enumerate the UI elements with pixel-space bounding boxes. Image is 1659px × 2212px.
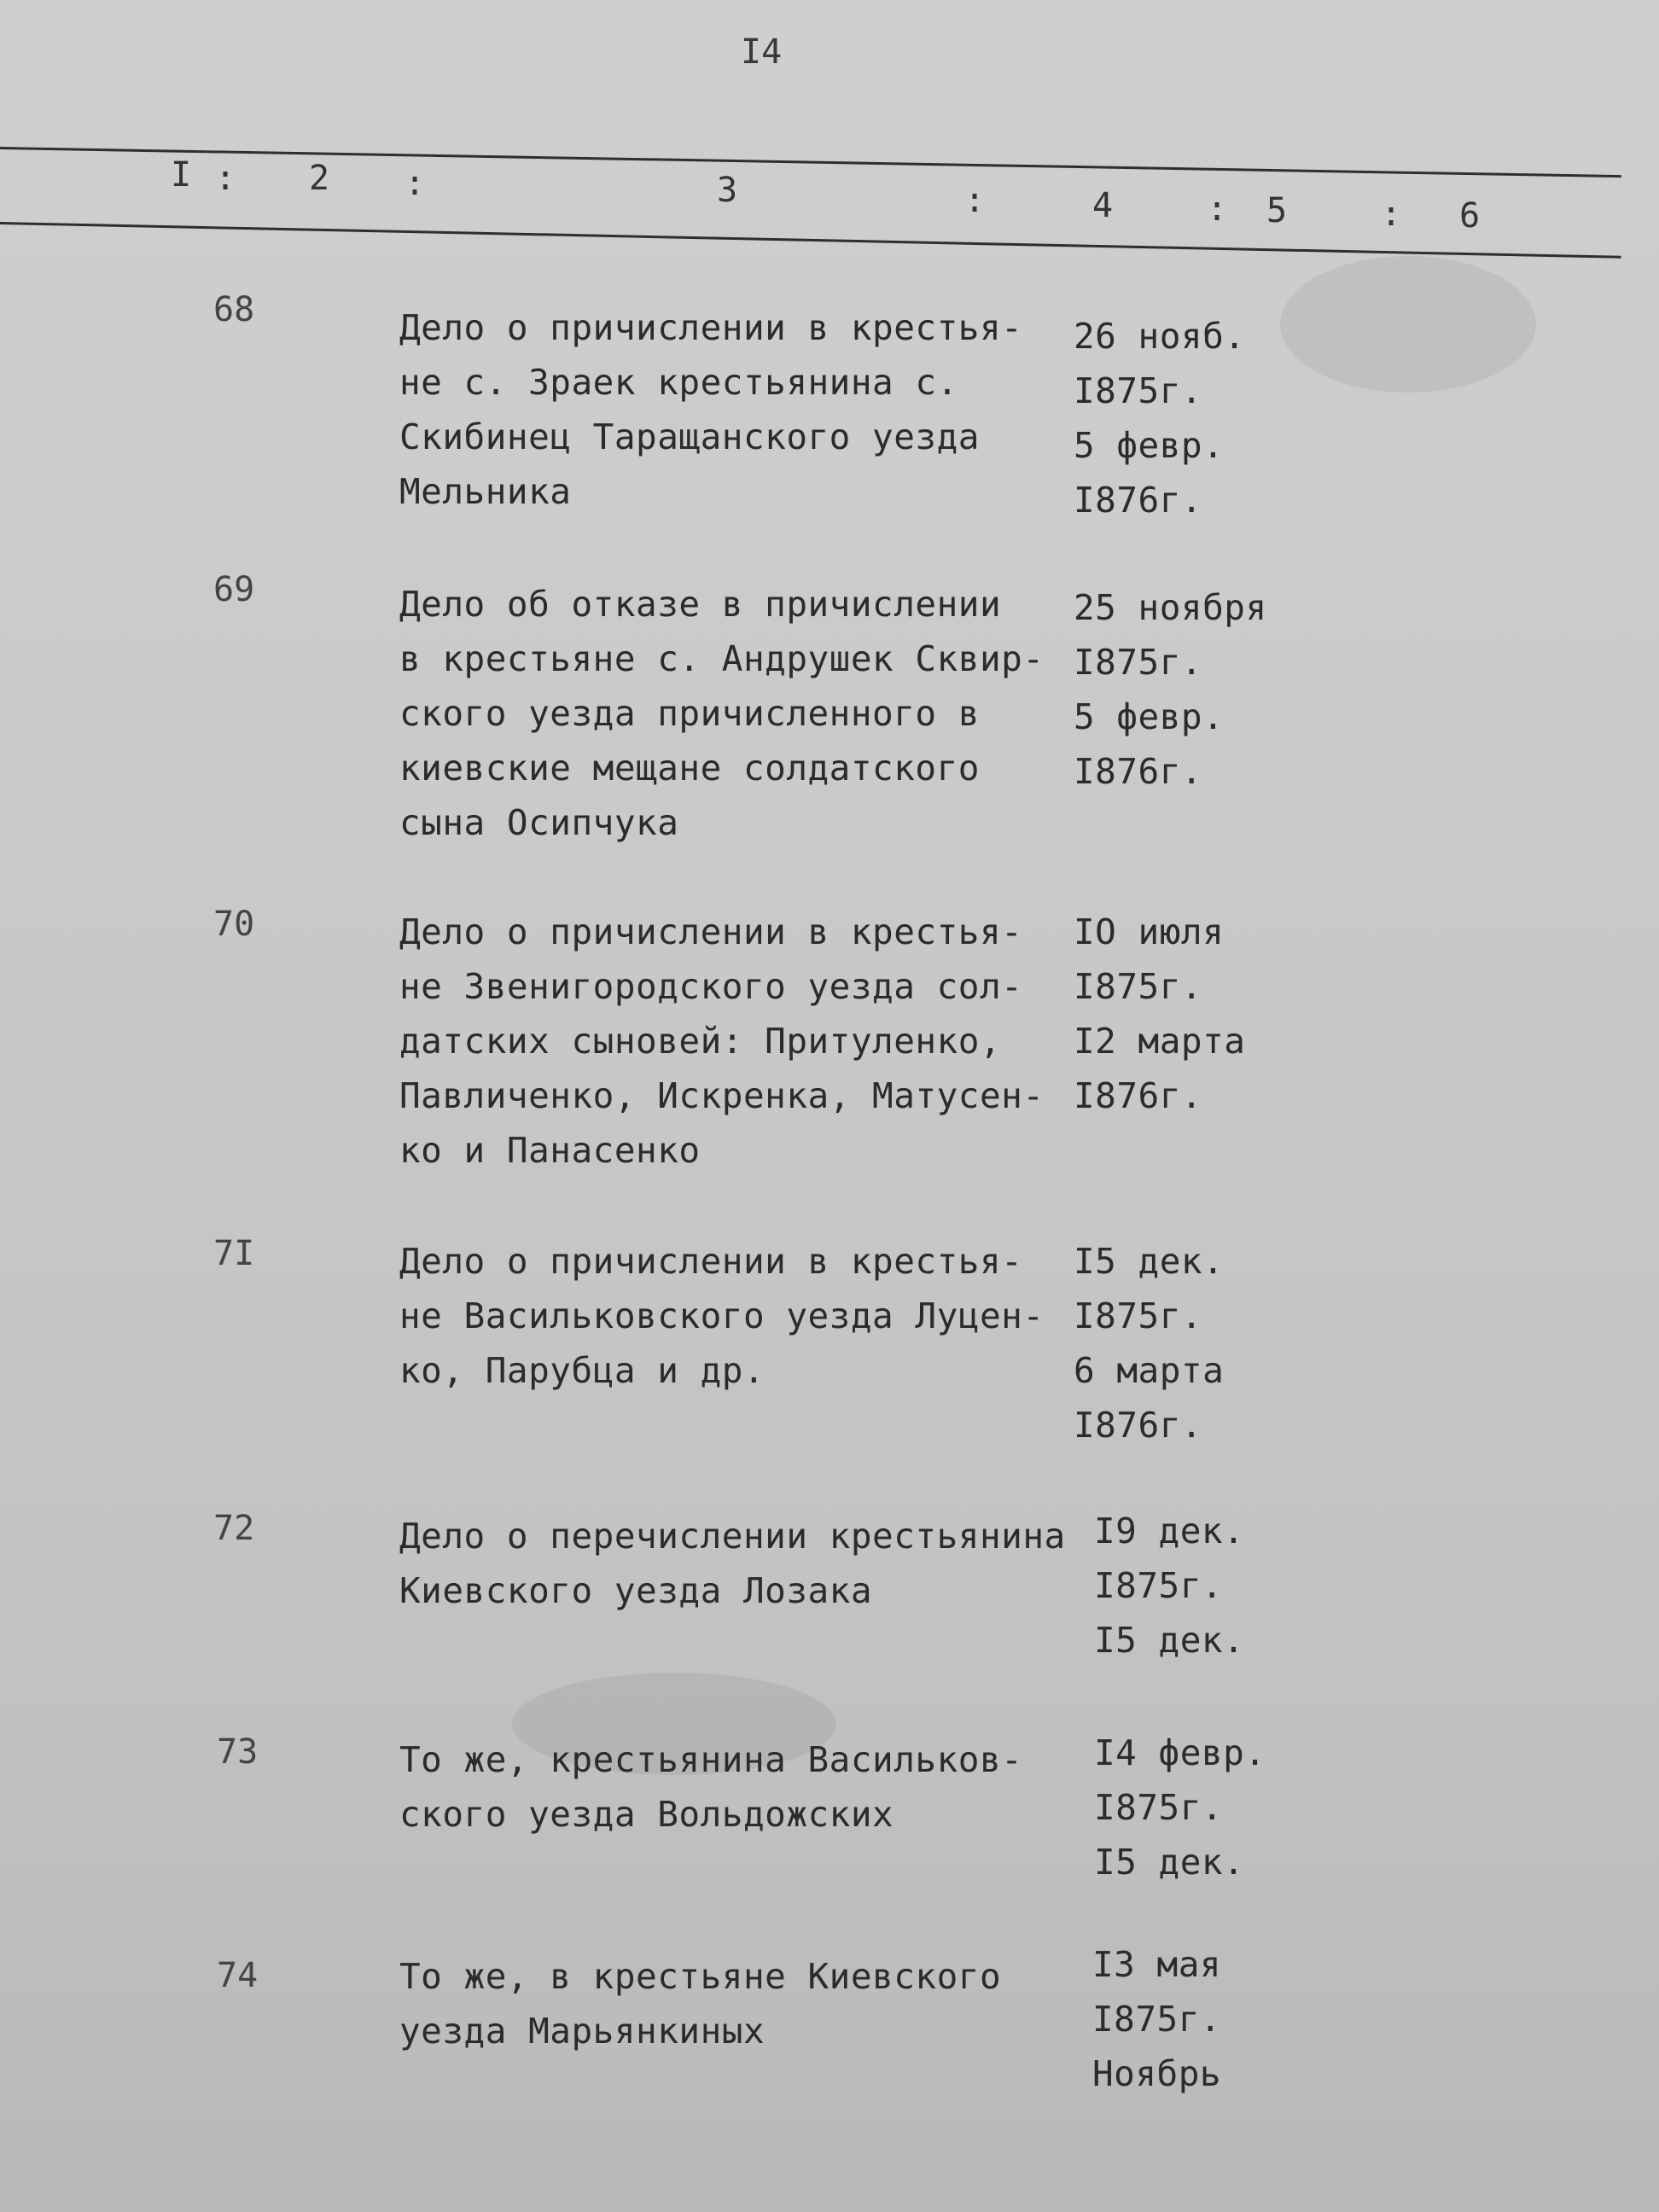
column-header-2: 2 <box>309 159 330 198</box>
date-line: 6 марта <box>1074 1350 1225 1391</box>
description-line: не Звенигородского уезда сол- <box>399 966 1023 1007</box>
date-line: I875г. <box>1074 642 1203 683</box>
date-line: I875г. <box>1074 370 1203 411</box>
date-line: 26 нояб. <box>1074 316 1246 357</box>
page-number: I4 <box>741 32 783 72</box>
record-dates <box>1092 1937 1348 2101</box>
description-line: Дело о причислении в крестья- <box>399 1241 1023 1282</box>
record-number: 7I <box>213 1234 255 1273</box>
record-dates <box>1094 1504 1350 1668</box>
record-description <box>399 905 1065 1178</box>
date-line: I875г. <box>1094 1565 1224 1606</box>
record-description <box>399 1949 1065 2058</box>
date-line: I5 дек. <box>1094 1620 1245 1661</box>
record-dates <box>1094 1726 1350 1889</box>
date-line: I876г. <box>1074 1405 1203 1446</box>
record-description <box>399 1732 1065 1842</box>
record-dates <box>1074 1234 1330 1452</box>
description-line: киевские мещане солдатского <box>399 748 980 789</box>
description-line: сына Осипчука <box>399 802 679 843</box>
record-description <box>399 577 1065 850</box>
record-description <box>399 1234 1065 1398</box>
date-line: I9 дек. <box>1094 1511 1245 1551</box>
record-number: 69 <box>213 570 255 609</box>
description-line: датских сыновей: Притуленко, <box>399 1021 1002 1062</box>
description-line: Киевского уезда Лозака <box>399 1570 873 1611</box>
column-header-1: I <box>171 155 192 195</box>
column-separator: : <box>964 181 986 220</box>
date-line: I876г. <box>1074 751 1203 792</box>
date-line: I3 мая <box>1092 1944 1222 1985</box>
date-line: I5 дек. <box>1094 1842 1245 1883</box>
description-line: ского уезда причисленного в <box>399 693 980 734</box>
date-line: I2 марта <box>1074 1021 1246 1062</box>
column-separator: : <box>1207 189 1228 229</box>
description-line: Мельника <box>399 471 572 512</box>
description-line: Павличенко, Искренка, Матусен- <box>399 1075 1045 1116</box>
record-description <box>399 1509 1065 1618</box>
column-separator: : <box>1381 195 1402 234</box>
description-line: ко, Парубца и др. <box>399 1350 765 1391</box>
record-number: 73 <box>217 1732 259 1772</box>
date-line: 5 февр. <box>1074 425 1225 466</box>
record-description <box>399 300 1065 519</box>
description-line: Дело о причислении в крестья- <box>399 307 1023 348</box>
column-separator: : <box>405 164 426 203</box>
description-line: в крестьяне с. Андрушек Сквир- <box>399 638 1045 679</box>
date-line: I875г. <box>1092 1999 1222 2040</box>
description-line: Дело о причислении в крестья- <box>399 911 1023 952</box>
description-line: ского уезда Вольдожских <box>399 1794 894 1835</box>
description-line: не Васильковского уезда Луцен- <box>399 1295 1045 1336</box>
description-line: уезда Марьянкиных <box>399 2011 765 2052</box>
date-line: 25 ноября <box>1074 587 1267 628</box>
date-line: I876г. <box>1074 480 1203 521</box>
date-line: I875г. <box>1074 1295 1203 1336</box>
record-number: 74 <box>217 1956 259 1995</box>
date-line: Ноябрь <box>1092 2053 1222 2094</box>
date-line: I876г. <box>1074 1075 1203 1116</box>
description-line: То же, в крестьяне Киевского <box>399 1956 1002 1997</box>
column-header-3: 3 <box>717 171 738 210</box>
record-number: 70 <box>213 905 255 944</box>
header-top-rule <box>0 147 1621 178</box>
description-line: Дело об отказе в причислении <box>399 584 1002 625</box>
column-header-5: 5 <box>1266 191 1288 230</box>
record-dates <box>1074 905 1330 1123</box>
record-number: 72 <box>213 1509 255 1548</box>
record-dates <box>1074 309 1330 527</box>
date-line: I5 дек. <box>1074 1241 1225 1282</box>
record-number: 68 <box>213 290 255 329</box>
date-line: IO июля <box>1074 911 1225 952</box>
date-line: I875г. <box>1074 966 1203 1007</box>
description-line: ко и Панасенко <box>399 1130 701 1171</box>
date-line: I4 февр. <box>1094 1732 1266 1773</box>
description-line: Дело о перечислении крестьянина <box>399 1516 1066 1557</box>
column-separator: : <box>215 159 236 198</box>
column-header-4: 4 <box>1092 186 1114 225</box>
description-line: То же, крестьянина Васильков- <box>399 1739 1023 1780</box>
date-line: I875г. <box>1094 1787 1224 1828</box>
date-line: 5 февр. <box>1074 696 1225 737</box>
record-dates <box>1074 580 1330 799</box>
description-line: Скибинец Таращанского уезда <box>399 416 980 457</box>
header-bottom-rule <box>0 222 1621 259</box>
description-line: не с. Зраек крестьянина с. <box>399 362 958 403</box>
column-header-6: 6 <box>1459 196 1481 236</box>
